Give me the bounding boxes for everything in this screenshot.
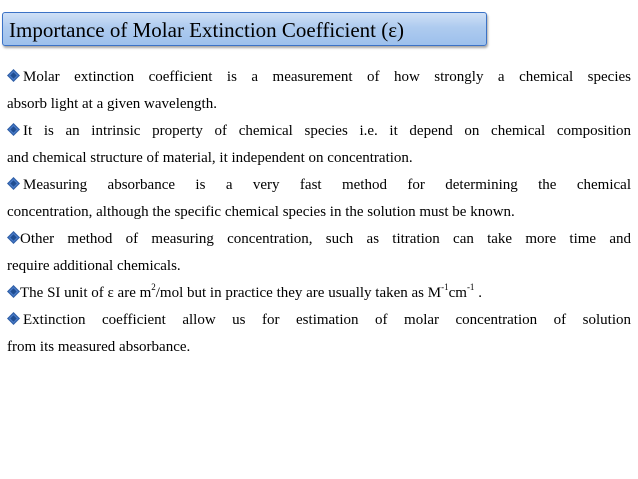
- diamond-bullet-icon: [7, 123, 20, 136]
- bullet-item-2: [7, 118, 631, 172]
- superscript: -1: [466, 282, 475, 292]
- bullet-line: [7, 226, 631, 253]
- bullet-line: concentration, although the specific chemical species in the solution must be known.: [7, 204, 515, 220]
- bullet-line: [7, 280, 631, 307]
- si-unit-mid2: cm: [448, 285, 467, 301]
- si-unit-mid: /mol but in practice they are usually taken as M: [155, 285, 442, 301]
- bullet-item-3: [7, 172, 631, 226]
- bullet-line: require additional chemicals.: [7, 258, 181, 274]
- bullet-line: absorb light at a given wavelength.: [7, 96, 217, 112]
- bullet-line: [7, 172, 631, 199]
- bullet-line: and chemical structure of material, it independent on concentration.: [7, 150, 413, 166]
- slide-title: Importance of Molar Extinction Coefficient (ε): [9, 18, 405, 42]
- bullet-item-6: [7, 307, 631, 361]
- bullet-item-1: [7, 64, 631, 118]
- superscript: 2: [151, 282, 156, 292]
- superscript: -1: [441, 282, 449, 292]
- bullet-text: Other method of measuring concentration, such as titration can take more time and: [20, 231, 631, 247]
- bullet-line: [7, 64, 631, 91]
- bullet-text: Molar extinction coefficient is a measurement of how strongly a chemical species: [23, 69, 631, 85]
- si-unit-prefix: The SI unit of ε are m: [20, 285, 152, 301]
- bullet-text: Measuring absorbance is a very fast method for determining the chemical: [23, 177, 631, 193]
- bullet-text: Extinction coefficient allow us for estimation of molar concentration of solution: [23, 312, 631, 328]
- bullet-item-4: [7, 226, 631, 280]
- bullet-line: from its measured absorbance.: [7, 339, 191, 355]
- bullet-line: [7, 118, 631, 145]
- bullet-item-5: [7, 280, 631, 307]
- diamond-bullet-icon: [7, 285, 20, 298]
- diamond-bullet-icon: [7, 177, 20, 190]
- title-banner: [2, 12, 487, 46]
- bullet-text: It is an intrinsic property of chemical species i.e. it depend on chemical composition: [23, 123, 631, 139]
- diamond-bullet-icon: [7, 231, 20, 244]
- diamond-bullet-icon: [7, 312, 20, 325]
- diamond-bullet-icon: [7, 69, 20, 82]
- si-unit-suffix: .: [474, 285, 482, 301]
- bullet-list: [7, 64, 631, 361]
- bullet-line: [7, 307, 631, 334]
